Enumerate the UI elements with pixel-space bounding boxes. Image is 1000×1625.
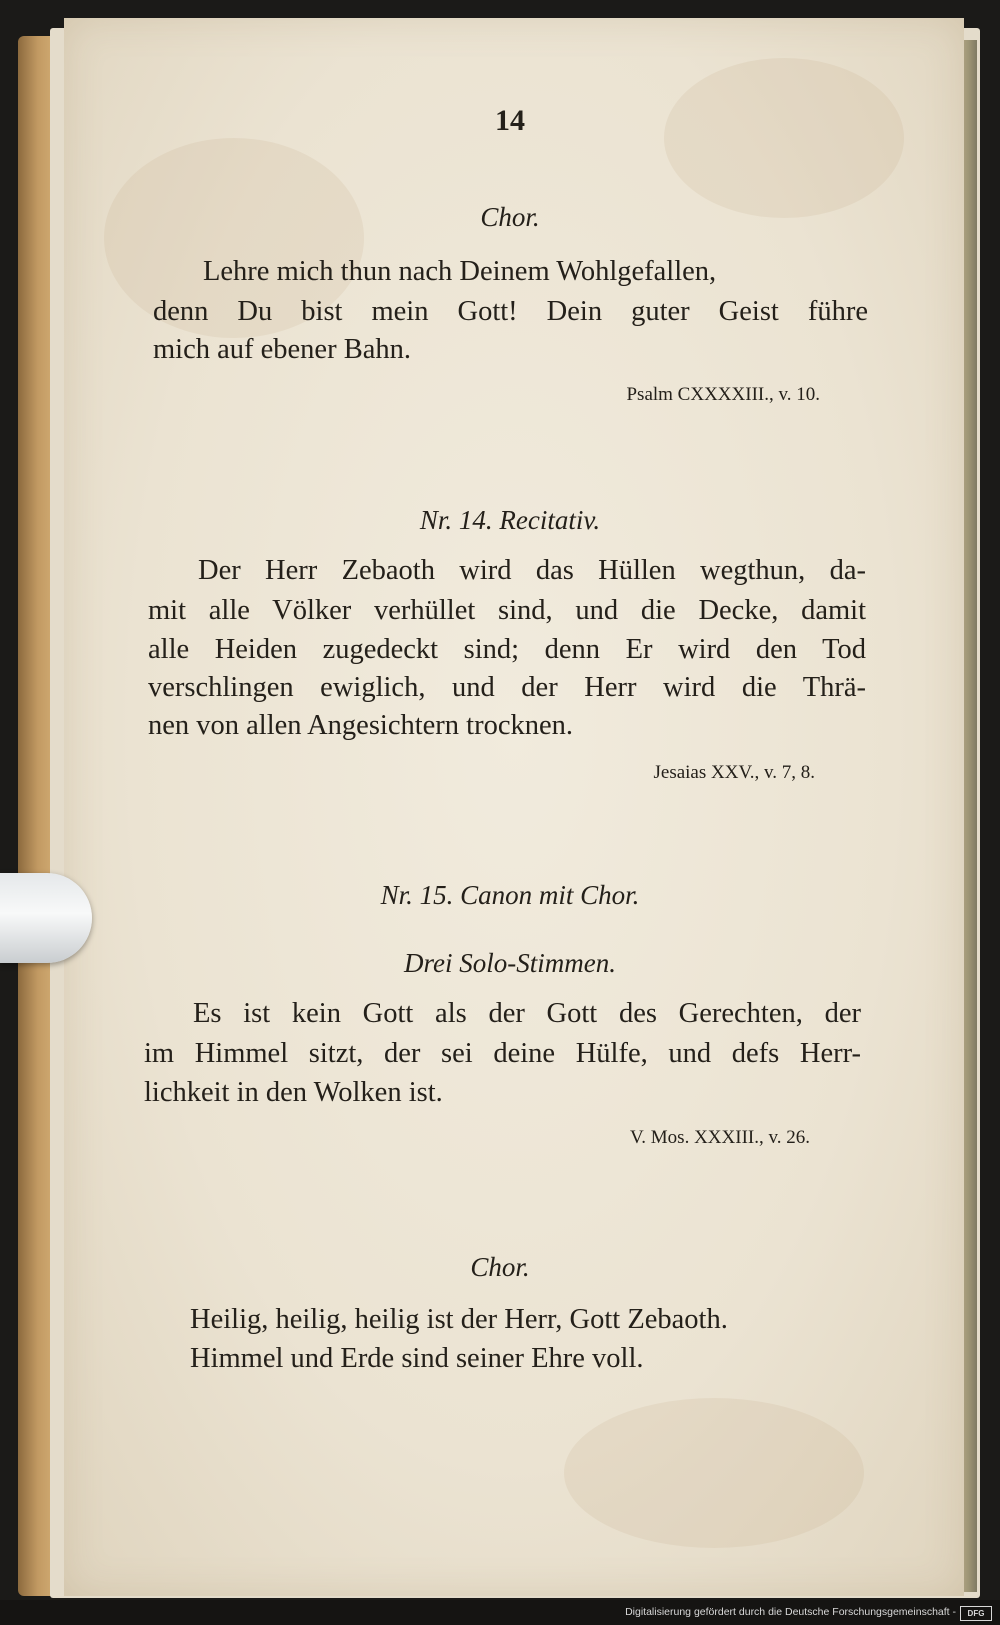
section-heading: Nr. 15. Canon mit Chor.: [380, 880, 640, 910]
page-holder-clip: [0, 873, 92, 963]
paper-stain: [664, 58, 904, 218]
text-line: Lehre mich thun nach Deinem Wohlgefallen,: [203, 256, 717, 287]
section-heading: Chor.: [480, 202, 540, 232]
text-line: lichkeit in den Wolken ist.: [144, 1077, 443, 1108]
section-subheading: Drei Solo-Stimmen.: [404, 948, 616, 978]
text-line: Himmel und Erde sind seiner Ehre voll.: [190, 1343, 644, 1374]
scripture-citation: V. Mos. XXXIII., v. 26.: [630, 1127, 810, 1148]
section-heading: Nr. 14. Recitativ.: [419, 505, 601, 535]
text-line: verschlingen ewiglich, und der Herr wird die Thrä-: [148, 672, 866, 703]
text-line: nen von allen Angesichtern trocknen.: [148, 710, 573, 741]
text-line: Es ist kein Gott als der Gott des Gerechten, der: [193, 998, 861, 1029]
text-line: mich auf ebener Bahn.: [153, 334, 411, 365]
funding-credit: Digitalisierung gefördert durch die Deutsche Forschungsgemeinschaft -: [625, 1606, 956, 1618]
text-line: Der Herr Zebaoth wird das Hüllen wegthun, da-: [198, 555, 866, 586]
page-number: 14: [495, 104, 525, 137]
text-line: alle Heiden zugedeckt sind; denn Er wird den Tod: [148, 634, 866, 665]
paper-stain: [564, 1398, 864, 1548]
text-line: Heilig, heilig, heilig ist der Herr, Gott Zebaoth.: [190, 1304, 728, 1335]
dfg-logo-icon: DFG: [960, 1606, 992, 1621]
text-line: mit alle Völker verhüllet sind, und die Decke, damit: [148, 595, 866, 626]
text-line: im Himmel sitzt, der sei deine Hülfe, und defs Herr-: [144, 1038, 861, 1069]
text-line: denn Du bist mein Gott! Dein guter Geist führe: [153, 296, 868, 327]
section-heading: Chor.: [470, 1252, 530, 1282]
scripture-citation: Jesaias XXV., v. 7, 8.: [653, 762, 815, 783]
scripture-citation: Psalm CXXXXIII., v. 10.: [626, 384, 820, 405]
